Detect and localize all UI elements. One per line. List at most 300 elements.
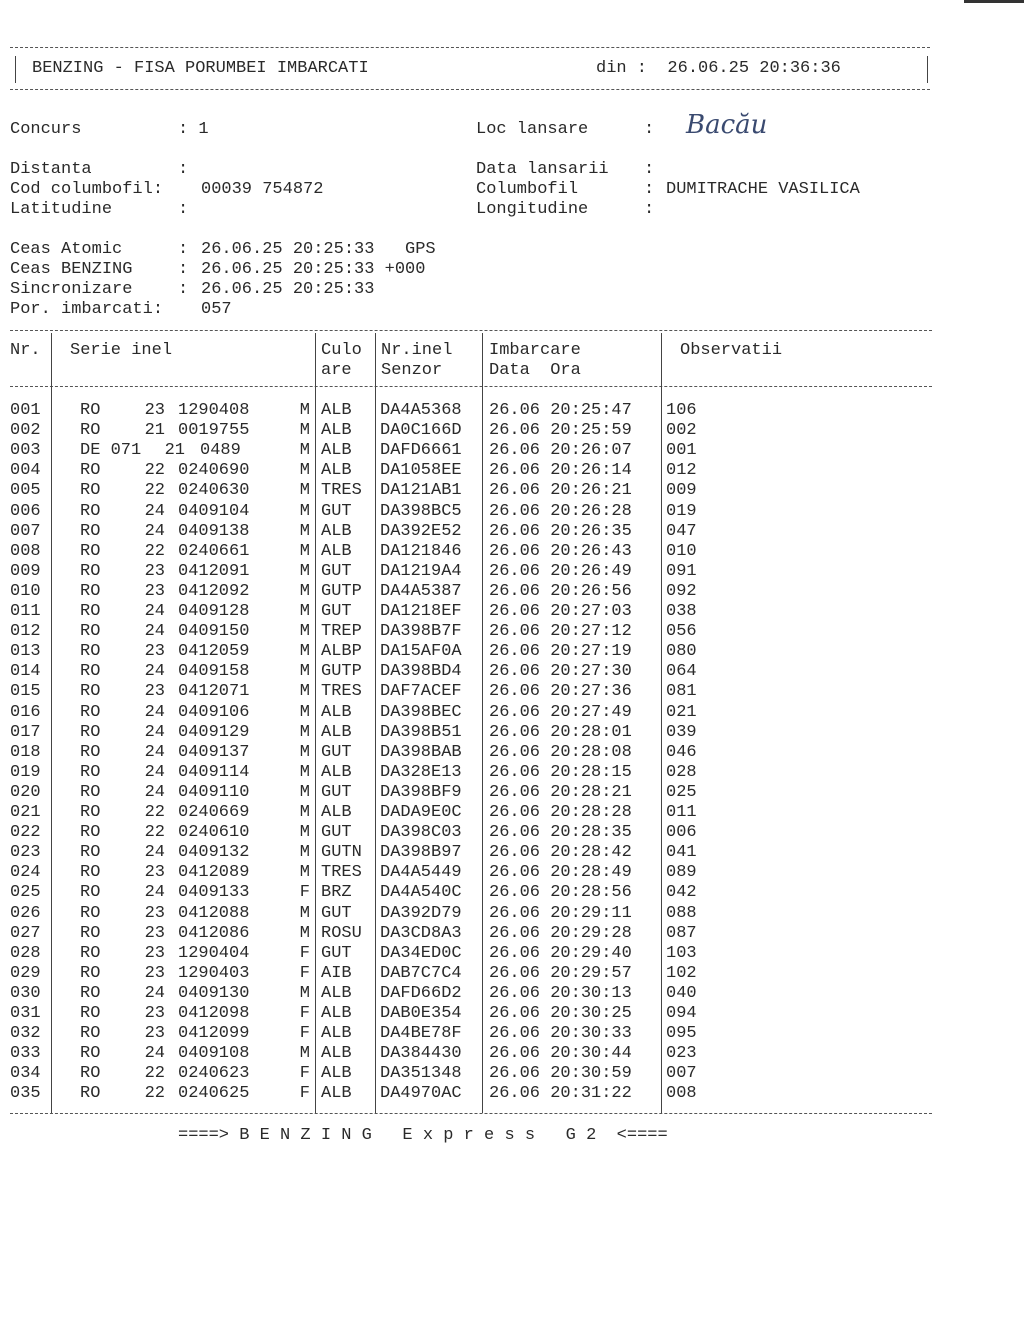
row-number: 023 <box>10 843 41 863</box>
ring-country: RO <box>80 782 101 802</box>
sensor-id: DA398B97 <box>380 843 462 863</box>
sex: M <box>299 702 310 722</box>
ring-country: RO <box>80 983 101 1003</box>
ring-country: RO <box>80 682 101 702</box>
row-number: 015 <box>10 682 41 702</box>
ring-country: RO <box>80 602 101 621</box>
cod-columbofil-label: Cod columbofil: <box>10 180 164 199</box>
sex: M <box>299 421 310 441</box>
ring-country: RO <box>80 742 101 762</box>
sensor-id: DAB0E354 <box>380 1004 462 1023</box>
observation: 080 <box>666 642 697 662</box>
row-number: 017 <box>10 722 41 742</box>
row-number: 030 <box>10 983 41 1003</box>
sensor-id: DA351348 <box>380 1064 462 1084</box>
sincronizare-colon: : <box>178 280 189 299</box>
row-number: 029 <box>10 963 41 983</box>
sensor-id: DA398C03 <box>380 823 462 843</box>
row-number: 012 <box>10 622 41 642</box>
color-code: GUT <box>321 602 352 621</box>
color-code: TREP <box>321 622 362 642</box>
table-header-bottom-border <box>10 386 932 387</box>
row-number: 002 <box>10 421 41 441</box>
color-code: GUT <box>321 903 352 923</box>
boarding-datetime: 26.06 20:26:28 <box>489 501 632 521</box>
row-number: 004 <box>10 461 41 481</box>
boarding-datetime: 26.06 20:28:21 <box>489 782 632 802</box>
color-code: ALB <box>321 983 352 1003</box>
ring-country: RO <box>80 1064 101 1084</box>
boarding-datetime: 26.06 20:28:28 <box>489 803 632 822</box>
sensor-id: DADA9E0C <box>380 803 462 822</box>
table-row <box>0 602 1024 622</box>
row-number: 008 <box>10 541 41 561</box>
observation: 095 <box>666 1024 697 1044</box>
boarding-datetime: 26.06 20:31:22 <box>489 1084 632 1104</box>
row-number: 019 <box>10 762 41 782</box>
table-top-border <box>10 330 932 331</box>
document-title: BENZING - FISA PORUMBEI IMBARCATI <box>32 59 369 78</box>
color-code: ALB <box>321 1024 352 1044</box>
sensor-id: DA1218EF <box>380 602 462 621</box>
row-number: 014 <box>10 662 41 682</box>
ring-number: 0412086 <box>178 923 250 943</box>
sensor-id: DA392D79 <box>380 903 462 923</box>
row-number: 025 <box>10 883 41 903</box>
sensor-id: DA121AB1 <box>380 481 462 501</box>
ring-year: 24 <box>144 602 165 621</box>
col-header-are: are <box>321 361 352 380</box>
sex: M <box>299 401 310 420</box>
boarding-datetime: 26.06 20:26:56 <box>489 581 632 601</box>
header-left-border <box>15 56 16 83</box>
ring-country: RO <box>80 1024 101 1044</box>
ring-year: 24 <box>144 722 165 742</box>
col-header-nrinel: Nr.inel <box>381 341 453 360</box>
ceas-benzing-label: Ceas BENZING <box>10 260 133 279</box>
color-code: ALB <box>321 401 352 420</box>
ring-year: 23 <box>144 923 165 943</box>
color-code: GUT <box>321 823 352 843</box>
din-value: 26.06.25 20:36:36 <box>667 59 841 78</box>
ring-year: 24 <box>144 843 165 863</box>
ring-year: 24 <box>144 662 165 682</box>
ring-year: 23 <box>144 963 165 983</box>
color-code: ALB <box>321 1044 352 1064</box>
ring-year: 23 <box>144 682 165 702</box>
ring-country: RO <box>80 622 101 642</box>
print-datetime <box>596 59 841 79</box>
color-code: ALB <box>321 1064 352 1084</box>
col-header-imbarcare: Imbarcare <box>489 341 581 360</box>
boarding-datetime: 26.06 20:30:13 <box>489 983 632 1003</box>
boarding-datetime: 26.06 20:28:01 <box>489 722 632 742</box>
observation: 008 <box>666 1084 697 1104</box>
observation: 040 <box>666 983 697 1003</box>
por-imbarcati-label: Por. imbarcati: <box>10 300 164 319</box>
boarding-datetime: 26.06 20:30:33 <box>489 1024 632 1044</box>
color-code: ALB <box>321 803 352 822</box>
sex: M <box>299 782 310 802</box>
boarding-datetime: 26.06 20:27:30 <box>489 662 632 682</box>
ring-country: RO <box>80 963 101 983</box>
ring-number: 0240630 <box>178 481 250 501</box>
ring-number: 0240669 <box>178 803 250 822</box>
ring-country: RO <box>80 943 101 963</box>
row-number: 003 <box>10 441 41 461</box>
columbofil-colon: : <box>644 180 655 199</box>
row-number: 026 <box>10 903 41 923</box>
color-code: GUTN <box>321 843 362 863</box>
ring-country: RO <box>80 823 101 843</box>
row-number: 033 <box>10 1044 41 1064</box>
ceas-atomic-value: 26.06.25 20:25:33 GPS <box>201 240 436 259</box>
color-code: AIB <box>321 963 352 983</box>
color-code: ALB <box>321 421 352 441</box>
table-row <box>0 1024 1024 1044</box>
sex: F <box>299 1064 310 1084</box>
color-code: GUTP <box>321 581 362 601</box>
color-code: TRES <box>321 481 362 501</box>
table-row <box>0 743 1024 763</box>
header-right-border <box>927 56 928 83</box>
header-top-border <box>10 47 930 48</box>
sensor-id: DA1058EE <box>380 461 462 481</box>
sex: M <box>299 642 310 662</box>
observation: 094 <box>666 1004 697 1023</box>
ring-country: RO <box>80 1044 101 1064</box>
ring-number: 0412088 <box>178 903 250 923</box>
sensor-id: DA398BD4 <box>380 662 462 682</box>
latitudine-label: Latitudine <box>10 200 113 219</box>
observation: 042 <box>666 883 697 903</box>
table-row <box>0 682 1024 702</box>
boarding-datetime: 26.06 20:30:59 <box>489 1064 632 1084</box>
boarding-datetime: 26.06 20:27:03 <box>489 602 632 621</box>
ring-country: RO <box>80 903 101 923</box>
ring-number: 0409114 <box>178 762 250 782</box>
color-code: ALB <box>321 1084 352 1104</box>
ring-country: RO <box>80 762 101 782</box>
ring-country: RO <box>80 461 101 481</box>
sex: F <box>299 1084 310 1104</box>
ring-country: RO <box>80 1084 101 1104</box>
observation: 087 <box>666 923 697 943</box>
sex: F <box>299 1024 310 1044</box>
sensor-id: DA392E52 <box>380 521 462 541</box>
row-number: 010 <box>10 581 41 601</box>
table-row <box>0 401 1024 421</box>
color-code: ALB <box>321 722 352 742</box>
ring-number: 0412098 <box>178 1004 250 1023</box>
ring-number: 1290404 <box>178 943 250 963</box>
row-number: 005 <box>10 481 41 501</box>
observation: 039 <box>666 722 697 742</box>
color-code: ALB <box>321 521 352 541</box>
boarding-datetime: 26.06 20:28:49 <box>489 863 632 883</box>
sensor-id: DAFD6661 <box>380 441 462 461</box>
boarding-datetime: 26.06 20:30:44 <box>489 1044 632 1064</box>
table-row <box>0 421 1024 441</box>
row-number: 024 <box>10 863 41 883</box>
observation: 025 <box>666 782 697 802</box>
sensor-id: DA328E13 <box>380 762 462 782</box>
ring-country: RO <box>80 521 101 541</box>
ring-year: 22 <box>144 803 165 822</box>
ring-year: 22 <box>144 1064 165 1084</box>
ring-country: RO <box>80 561 101 581</box>
sex: M <box>299 602 310 621</box>
boarding-datetime: 26.06 20:29:11 <box>489 903 632 923</box>
boarding-datetime: 26.06 20:29:40 <box>489 943 632 963</box>
sensor-id: DA4A5449 <box>380 863 462 883</box>
table-row <box>0 562 1024 582</box>
observation: 002 <box>666 421 697 441</box>
ceas-benzing-value: 26.06.25 20:25:33 +000 <box>201 260 426 279</box>
sex: M <box>299 903 310 923</box>
longitudine-label: Longitudine <box>476 200 589 219</box>
boarding-datetime: 26.06 20:26:49 <box>489 561 632 581</box>
ring-number: 0240661 <box>178 541 250 561</box>
observation: 102 <box>666 963 697 983</box>
sex: M <box>299 823 310 843</box>
table-row <box>0 542 1024 562</box>
sincronizare-value: 26.06.25 20:25:33 <box>201 280 375 299</box>
observation: 019 <box>666 501 697 521</box>
sensor-id: DA384430 <box>380 1044 462 1064</box>
sensor-id: DAF7ACEF <box>380 682 462 702</box>
boarding-datetime: 26.06 20:26:35 <box>489 521 632 541</box>
distanta-label: Distanta <box>10 160 92 179</box>
observation: 009 <box>666 481 697 501</box>
ring-year: 23 <box>144 1024 165 1044</box>
observation: 056 <box>666 622 697 642</box>
ring-country: RO <box>80 923 101 943</box>
ring-year: 24 <box>144 521 165 541</box>
ring-number: 0409133 <box>178 883 250 903</box>
ring-year: 24 <box>144 983 165 1003</box>
sex: M <box>299 561 310 581</box>
ring-country: RO <box>80 481 101 501</box>
table-row <box>0 944 1024 964</box>
observation: 006 <box>666 823 697 843</box>
ring-year: 24 <box>144 501 165 521</box>
table-row <box>0 582 1024 602</box>
ring-year: 21 <box>164 441 185 461</box>
por-imbarcati-value: 057 <box>201 300 232 319</box>
table-row <box>0 461 1024 481</box>
ring-number: 0409106 <box>178 702 250 722</box>
sensor-id: DA398BEC <box>380 702 462 722</box>
observation: 064 <box>666 662 697 682</box>
sex: M <box>299 461 310 481</box>
ring-year: 24 <box>144 883 165 903</box>
ring-year: 22 <box>144 1084 165 1104</box>
ring-number: 0409129 <box>178 722 250 742</box>
ring-year: 22 <box>144 823 165 843</box>
row-number: 031 <box>10 1004 41 1023</box>
sex: M <box>299 622 310 642</box>
ring-country: RO <box>80 1004 101 1023</box>
observation: 041 <box>666 843 697 863</box>
sex: M <box>299 843 310 863</box>
table-row <box>0 1044 1024 1064</box>
ring-number: 0412099 <box>178 1024 250 1044</box>
concurs-value: : 1 <box>178 120 209 139</box>
observation: 081 <box>666 682 697 702</box>
ring-number: 0489 <box>200 441 241 461</box>
ring-country: RO <box>80 863 101 883</box>
ring-country: RO <box>80 702 101 722</box>
ring-number: 1290403 <box>178 963 250 983</box>
sensor-id: DA34ED0C <box>380 943 462 963</box>
ring-number: 0409132 <box>178 843 250 863</box>
loc-lansare-label: Loc lansare <box>476 120 589 139</box>
ring-year: 23 <box>144 581 165 601</box>
sensor-id: DA398BC5 <box>380 501 462 521</box>
scan-edge-mark <box>964 0 1024 3</box>
col-header-culo: Culo <box>321 341 362 360</box>
ring-number: 0412071 <box>178 682 250 702</box>
ring-year: 24 <box>144 1044 165 1064</box>
ring-country: RO <box>80 421 101 441</box>
ring-year: 22 <box>144 481 165 501</box>
color-code: TRES <box>321 682 362 702</box>
color-code: TRES <box>321 863 362 883</box>
boarding-datetime: 26.06 20:27:19 <box>489 642 632 662</box>
ring-number: 0409108 <box>178 1044 250 1064</box>
row-number: 027 <box>10 923 41 943</box>
sensor-id: DA0C166D <box>380 421 462 441</box>
sex: M <box>299 803 310 822</box>
observation: 106 <box>666 401 697 420</box>
boarding-datetime: 26.06 20:26:14 <box>489 461 632 481</box>
ring-year: 23 <box>144 401 165 420</box>
table-row <box>0 622 1024 642</box>
observation: 012 <box>666 461 697 481</box>
row-number: 035 <box>10 1084 41 1104</box>
color-code: BRZ <box>321 883 352 903</box>
sensor-id: DA15AF0A <box>380 642 462 662</box>
sex: M <box>299 501 310 521</box>
boarding-datetime: 26.06 20:26:21 <box>489 481 632 501</box>
boarding-datetime: 26.06 20:28:15 <box>489 762 632 782</box>
ring-number: 0412091 <box>178 561 250 581</box>
sensor-id: DA398BF9 <box>380 782 462 802</box>
ring-year: 22 <box>144 541 165 561</box>
ring-number: 0412089 <box>178 863 250 883</box>
sex: M <box>299 742 310 762</box>
sensor-id: DAB7C7C4 <box>380 963 462 983</box>
col-header-senzor: Senzor <box>381 361 443 380</box>
table-row <box>0 763 1024 783</box>
row-number: 018 <box>10 742 41 762</box>
sincronizare-label: Sincronizare <box>10 280 133 299</box>
ring-number: 0240625 <box>178 1084 250 1104</box>
ring-number: 0409137 <box>178 742 250 762</box>
ring-country: RO <box>80 803 101 822</box>
sensor-id: DA4BE78F <box>380 1024 462 1044</box>
sensor-id: DA1219A4 <box>380 561 462 581</box>
sensor-id: DA3CD8A3 <box>380 923 462 943</box>
color-code: ALB <box>321 762 352 782</box>
sex: M <box>299 581 310 601</box>
ceas-atomic-label: Ceas Atomic <box>10 240 123 259</box>
row-number: 009 <box>10 561 41 581</box>
table-row <box>0 823 1024 843</box>
ring-country: RO <box>80 501 101 521</box>
observation: 046 <box>666 742 697 762</box>
row-number: 016 <box>10 702 41 722</box>
sensor-id: DA398B51 <box>380 722 462 742</box>
boarding-datetime: 26.06 20:25:47 <box>489 401 632 420</box>
ring-number: 0240690 <box>178 461 250 481</box>
table-row <box>0 662 1024 682</box>
table-row <box>0 964 1024 984</box>
boarding-datetime: 26.06 20:30:25 <box>489 1004 632 1023</box>
observation: 092 <box>666 581 697 601</box>
ring-number: 0409158 <box>178 662 250 682</box>
ring-number: 0409150 <box>178 622 250 642</box>
observation: 028 <box>666 762 697 782</box>
ring-country: RO <box>80 642 101 662</box>
color-code: ALB <box>321 541 352 561</box>
ring-country: RO <box>80 722 101 742</box>
col-header-nr: Nr. <box>10 341 41 360</box>
table-bottom-border <box>10 1113 932 1114</box>
sex: M <box>299 762 310 782</box>
observation: 011 <box>666 803 697 822</box>
color-code: ALB <box>321 702 352 722</box>
ring-year: 24 <box>144 782 165 802</box>
sex: M <box>299 541 310 561</box>
distanta-colon: : <box>178 160 189 179</box>
sex: M <box>299 662 310 682</box>
ring-number: 0409128 <box>178 602 250 621</box>
sensor-id: DA4A540C <box>380 883 462 903</box>
table-row <box>0 984 1024 1004</box>
latitudine-colon: : <box>178 200 189 219</box>
table-row <box>0 1084 1024 1104</box>
table-row <box>0 904 1024 924</box>
table-row <box>0 703 1024 723</box>
row-number: 007 <box>10 521 41 541</box>
sex: M <box>299 863 310 883</box>
ring-country: RO <box>80 541 101 561</box>
ring-number: 0409104 <box>178 501 250 521</box>
row-number: 001 <box>10 401 41 420</box>
ring-year: 23 <box>144 561 165 581</box>
ring-year: 24 <box>144 742 165 762</box>
sex: M <box>299 441 310 461</box>
boarding-datetime: 26.06 20:25:59 <box>489 421 632 441</box>
table-row <box>0 642 1024 662</box>
boarding-datetime: 26.06 20:28:56 <box>489 883 632 903</box>
observation: 010 <box>666 541 697 561</box>
data-lansarii-colon: : <box>644 160 655 179</box>
boarding-datetime: 26.06 20:28:42 <box>489 843 632 863</box>
header-bottom-border <box>10 89 930 90</box>
boarding-datetime: 26.06 20:29:28 <box>489 923 632 943</box>
ring-year: 23 <box>144 1004 165 1023</box>
table-row <box>0 502 1024 522</box>
col-header-serie: Serie inel <box>70 341 173 360</box>
din-label: din : <box>596 59 648 78</box>
row-number: 034 <box>10 1064 41 1084</box>
longitudine-colon: : <box>644 200 655 219</box>
concurs-number: 1 <box>198 120 209 139</box>
ring-country: DE 071 <box>80 441 142 461</box>
